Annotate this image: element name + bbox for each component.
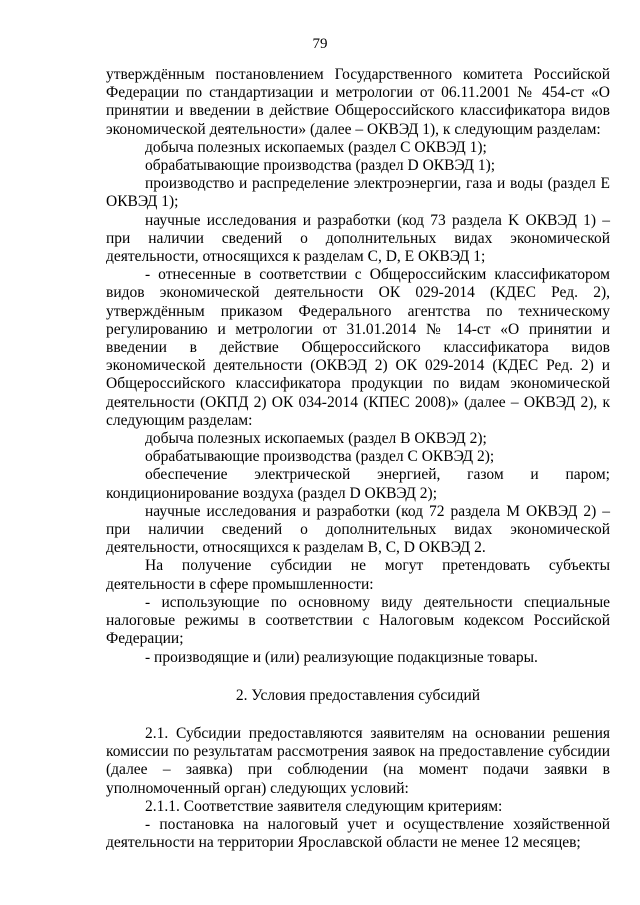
paragraph: - отнесенные в соответствии с Общероссийским классификатором видов экономической деятельности ОК 029-2014 (КДЕС Ред. 2), утверждённым приказом Федерального агентства по техническому регулированию и метрологии от 31.01.2014 № 14-ст «О принятии и введении в действие Общероссийского классификатора видов экономической деятельности (ОКВЭД 2) ОК 029-2014 (КДЕС Ред. 2) и Общероссийского классификатора продукции по видам экономической деятельности (ОКПД 2) ОК 034-2014 (КПЕС 2008)» (далее – ОКВЭД 2), к следующим разделам: — [106, 266, 610, 429]
paragraph: научные исследования и разработки (код 72 раздела M ОКВЭД 2) – при наличии сведений о дополнительных видах экономической деятельности, относящихся к разделам B, C, D ОКВЭД 2. — [106, 502, 610, 557]
section-heading: 2. Условия предоставления субсидий — [235, 686, 481, 704]
paragraph: - использующие по основному виду деятельности специальные налоговые режимы в соответствии с Налоговым кодексом Российской Федерации; — [106, 593, 610, 648]
paragraph: научные исследования и разработки (код 73 раздела K ОКВЭД 1) – при наличии сведений о дополнительных видах экономической деятельности, относящихся к разделам C, D, E ОКВЭД 1; — [106, 211, 610, 266]
paragraph: обрабатывающие производства (раздел C ОКВЭД 2); — [145, 448, 495, 466]
paragraph: добыча полезных ископаемых (раздел C ОКВЭД 1); — [145, 138, 487, 156]
paragraph: утверждённым постановлением Государственного комитета Российской Федерации по стандартизации и метрологии от 06.11.2001 № 454-ст «О принятии и введении в действие Общероссийского классификатора видов экономической деятельности» (далее – ОКВЭД 1), к следующим разделам: — [106, 66, 610, 138]
paragraph: обеспечение электрической энергией, газом и паром; кондиционирование воздуха (раздел D ОКВЭД 2); — [106, 466, 610, 502]
paragraph: 2.1.1. Соответствие заявителя следующим критериям: — [145, 797, 503, 815]
paragraph: производство и распределение электроэнергии, газа и воды (раздел E ОКВЭД 1); — [106, 175, 610, 211]
page-number: 79 — [312, 36, 328, 52]
paragraph: - производящие и (или) реализующие подакцизные товары. — [145, 648, 538, 666]
document-body — [106, 66, 610, 852]
paragraph: 2.1. Субсидии предоставляются заявителям на основании решения комиссии по результатам рассмотрения заявок на предоставление субсидии (далее – заявка) при соблюдении (на момент подачи заявки в уполномоченный орган) следующих условий: — [106, 724, 610, 797]
paragraph: обрабатывающие производства (раздел D ОКВЭД 1); — [145, 157, 496, 175]
paragraph: На получение субсидии не могут претендовать субъекты деятельности в сфере промышленности: — [106, 557, 610, 593]
paragraph: - постановка на налоговый учет и осуществление хозяйственной деятельности на территории Ярославской области не менее 12 месяцев; — [106, 815, 610, 852]
paragraph: добыча полезных ископаемых (раздел B ОКВЭД 2); — [145, 430, 487, 448]
